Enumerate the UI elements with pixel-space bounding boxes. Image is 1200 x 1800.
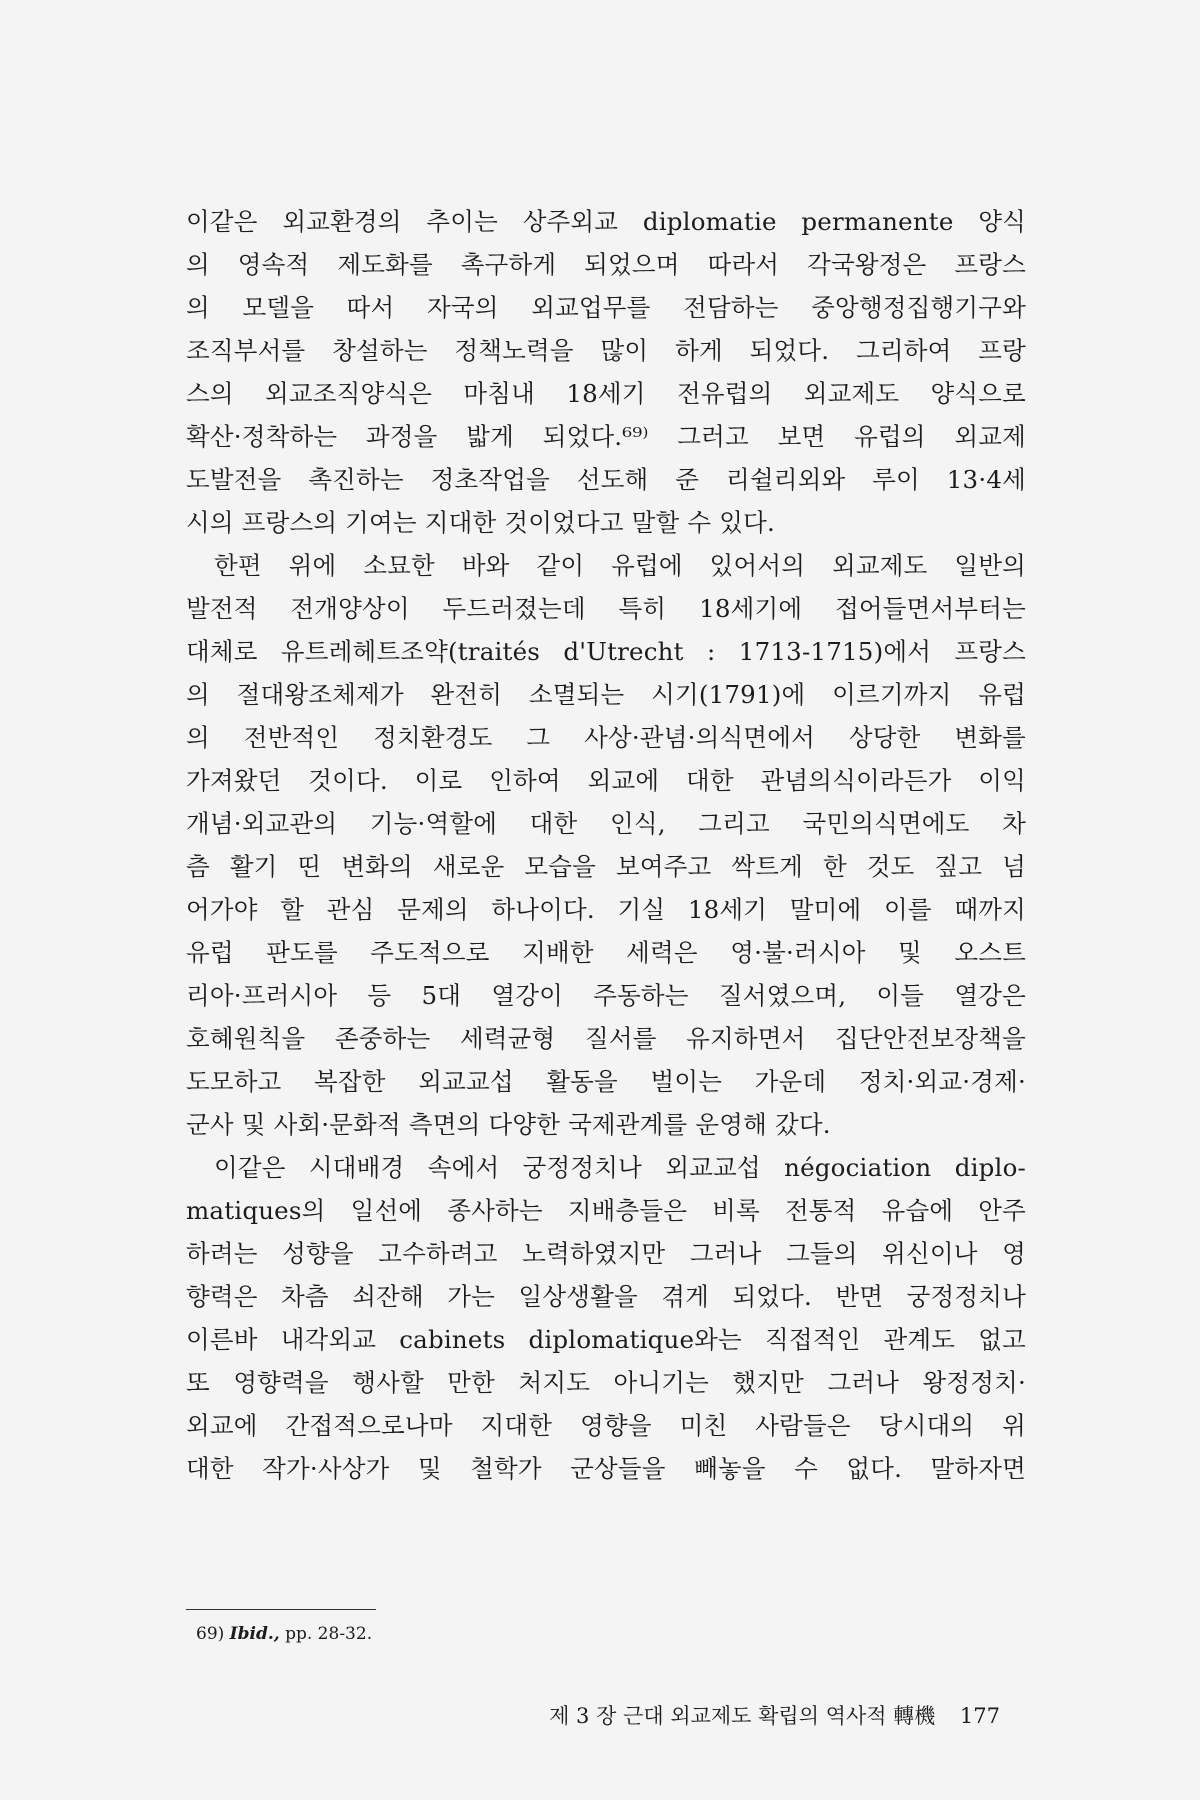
chapter-label: 제 3 장 <box>549 1704 617 1728</box>
text-line: 시의 프랑스의 기여는 지대한 것이었다고 말할 수 있다. <box>186 508 775 537</box>
page-number: 177 <box>959 1704 1000 1728</box>
text-line: 외교에 간접적으로나마 지대한 영향을 미친 사람들은 당시대의 위 <box>186 1411 1026 1440</box>
text-line: 어가야 할 관심 문제의 하나이다. 기실 18세기 말미에 이를 때까지 <box>186 895 1026 924</box>
text-line: 또 영향력을 행사할 만한 처지도 아니기는 했지만 그러나 왕정정치· <box>186 1368 1026 1397</box>
text-line: 개념·외교관의 기능·역할에 대한 인식, 그리고 국민의식면에도 차 <box>186 809 1026 838</box>
text-line: 군사 및 사회·문화적 측면의 다양한 국제관계를 운영해 갔다. <box>186 1110 831 1139</box>
chapter-title: 근대 외교제도 확립의 역사적 轉機 <box>623 1704 936 1728</box>
text-line: 이른바 내각외교 cabinets diplomatique와는 직접적인 관계도 없고 <box>186 1325 1026 1354</box>
text-line: 스의 외교조직양식은 마침내 18세기 전유럽의 외교제도 양식으로 <box>186 379 1026 408</box>
text-line: 조직부서를 창설하는 정책노력을 많이 하게 되었다. 그리하여 프랑 <box>186 336 1026 365</box>
footnote-pages: pp. 28-32. <box>285 1624 373 1644</box>
text-line: 츰 활기 띤 변화의 새로운 모습을 보여주고 싹트게 한 것도 짚고 넘 <box>186 852 1026 881</box>
text-line: 발전적 전개양상이 두드러졌는데 특히 18세기에 접어들면서부터는 <box>186 594 1026 623</box>
text-line: 이같은 외교환경의 추이는 상주외교 diplomatie permanente 양식 <box>186 207 1026 236</box>
text-line: 유럽 판도를 주도적으로 지배한 세력은 영·불·러시아 및 오스트 <box>186 938 1026 967</box>
text-line: 리아·프러시아 등 5대 열강이 주동하는 질서였으며, 이들 열강은 <box>186 981 1026 1010</box>
text-line: 향력은 차츰 쇠잔해 가는 일상생활을 겪게 되었다. 반면 궁정정치나 <box>186 1282 1026 1311</box>
text-line: 가져왔던 것이다. 이로 인하여 외교에 대한 관념의식이라든가 이익 <box>186 766 1026 795</box>
text-line: 도모하고 복잡한 외교교섭 활동을 벌이는 가운데 정치·외교·경제· <box>186 1067 1026 1096</box>
text-line: 호혜원칙을 존중하는 세력균형 질서를 유지하면서 집단안전보장책을 <box>186 1024 1026 1053</box>
text-line: 의 영속적 제도화를 촉구하게 되었으며 따라서 각국왕정은 프랑스 <box>186 250 1026 279</box>
text-line: 의 모델을 따서 자국의 외교업무를 전담하는 중앙행정집행기구와 <box>186 293 1026 322</box>
text-line: 대한 작가·사상가 및 철학가 군상들을 빼놓을 수 없다. 말하자면 <box>186 1454 1026 1483</box>
footnote-divider <box>186 1609 376 1610</box>
text-line: 한편 위에 소묘한 바와 같이 유럽에 있어서의 외교제도 일반의 <box>214 551 1026 580</box>
text-line: 대체로 유트레헤트조약(traités d'Utrecht : 1713-1715)에서 프랑스 <box>186 637 1026 666</box>
text-line: matiques의 일선에 종사하는 지배층들은 비록 전통적 유습에 안주 <box>186 1196 1026 1225</box>
footnote-reference: Ibid., <box>229 1624 280 1644</box>
text-line: 확산·정착하는 과정을 밟게 되었다.⁶⁹⁾ 그러고 보면 유럽의 외교제 <box>186 422 1026 451</box>
body-text <box>186 200 1026 1490</box>
text-line: 이같은 시대배경 속에서 궁정정치나 외교교섭 négociation diplo- <box>214 1153 1026 1182</box>
text-line: 하려는 성향을 고수하려고 노력하였지만 그러나 그들의 위신이나 영 <box>186 1239 1026 1268</box>
footnote <box>196 1624 372 1644</box>
footnote-number: 69) <box>196 1624 225 1644</box>
text-line: 도발전을 촉진하는 정초작업을 선도해 준 리쉴리외와 루이 13·4세 <box>186 465 1026 494</box>
text-line: 의 전반적인 정치환경도 그 사상·관념·의식면에서 상당한 변화를 <box>186 723 1026 752</box>
text-line: 의 절대왕조체제가 완전히 소멸되는 시기(1791)에 이르기까지 유럽 <box>186 680 1026 709</box>
running-footer <box>440 1700 1000 1730</box>
